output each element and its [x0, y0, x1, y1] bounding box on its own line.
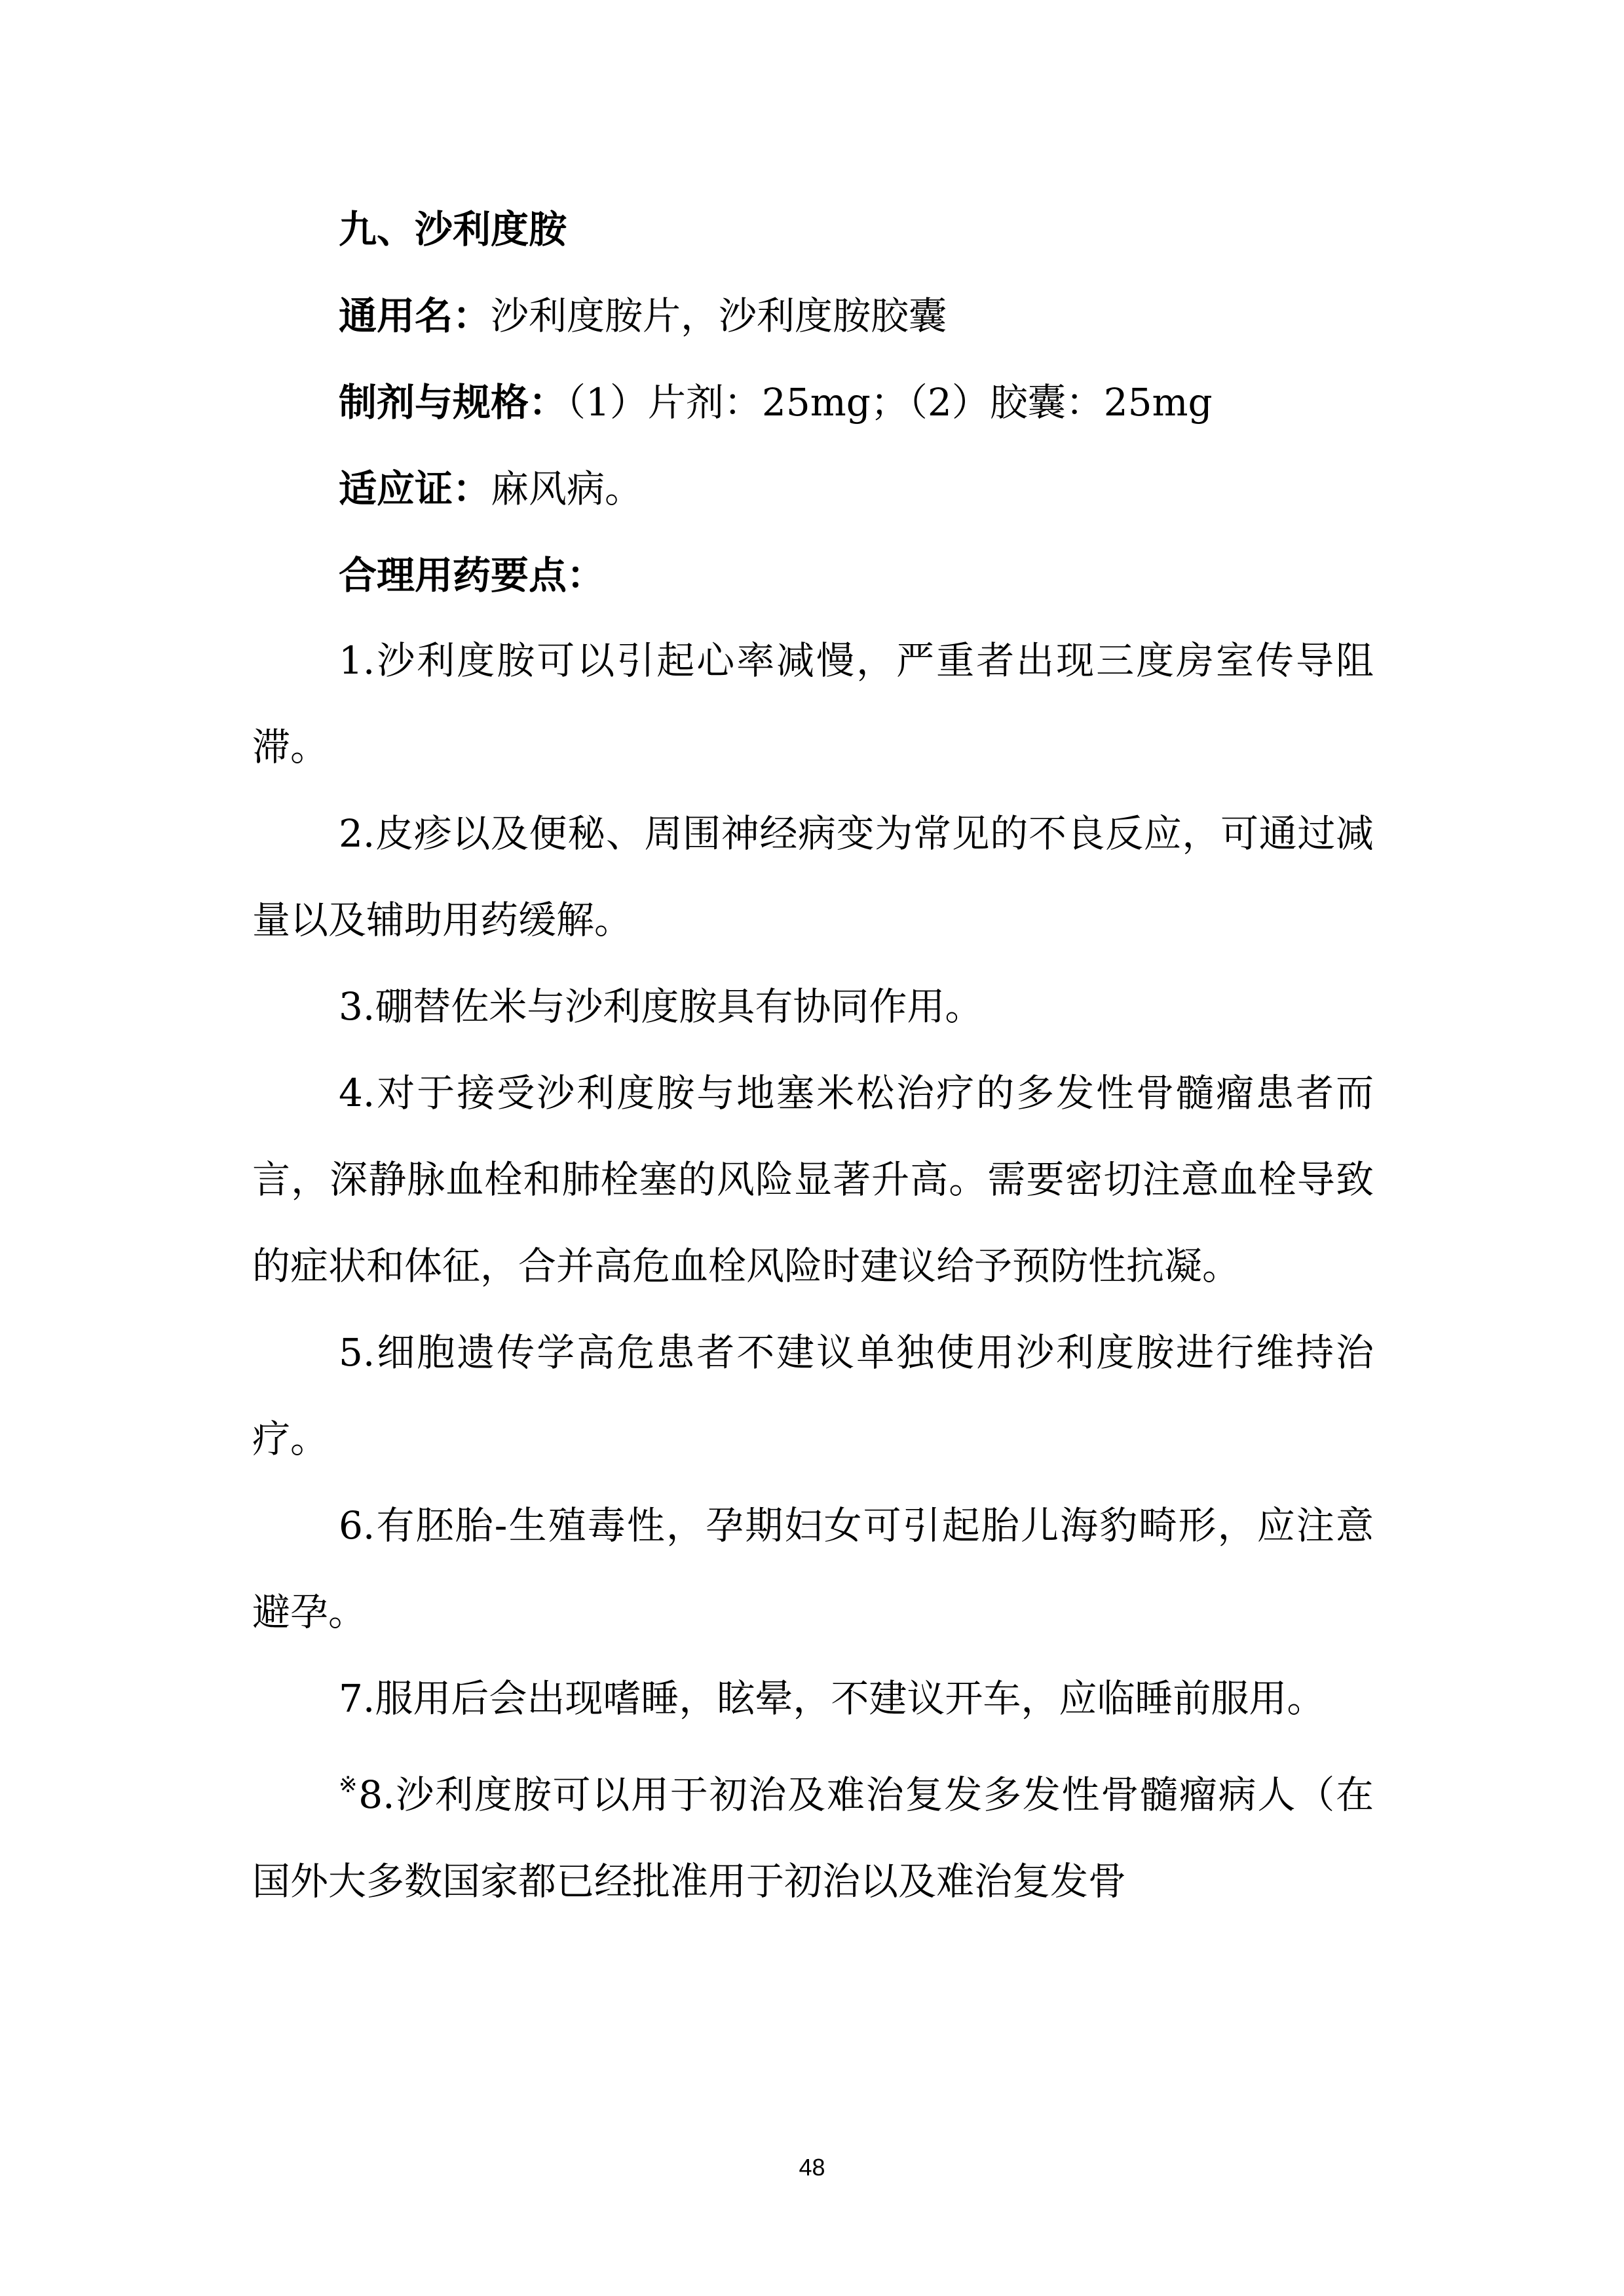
- reference-mark: ※: [339, 1772, 359, 1798]
- generic-name-row: [252, 295, 1374, 337]
- page-number: 48: [799, 2154, 825, 2181]
- generic-name-label: 通用名：: [339, 294, 491, 338]
- section-title: 九、沙利度胺: [339, 207, 567, 252]
- key-point-3: 3.硼替佐米与沙利度胺具有协同作用。: [339, 984, 983, 1029]
- generic-name-value: 沙利度胺片，沙利度胺胶囊: [491, 294, 947, 338]
- key-point-7: 7.服用后会出现嗜睡，眩晕，不建议开车，应临睡前服用。: [339, 1676, 1325, 1721]
- formulation-label: 制剂与规格：: [339, 380, 567, 425]
- formulation-value: （1）片剂：25mg；（2）胶囊：25mg: [567, 380, 1213, 425]
- key-points-list: [252, 617, 1374, 1924]
- key-point-2: 2.皮疹以及便秘、周围神经病变为常见的不良反应，可通过减量以及辅助用药缓解。: [252, 811, 1374, 942]
- indication-row: [252, 468, 1374, 510]
- key-point-8: [252, 1742, 1374, 1924]
- indication-label: 适应证：: [339, 467, 491, 511]
- key-point-1: 1.沙利度胺可以引起心率减慢，严重者出现三度房室传导阻滞。: [252, 638, 1374, 769]
- key-point-6: 6.有胚胎-生殖毒性，孕期妇女可引起胎儿海豹畸形，应注意避孕。: [252, 1503, 1374, 1634]
- indication-value: 麻风病。: [491, 467, 643, 511]
- formulation-row: [252, 381, 1374, 423]
- page-content: [252, 208, 1374, 1924]
- key-point-8-text: 8.沙利度胺可以用于初治及难治复发多发性骨髓瘤病人（在国外大多数国家都已经批准用于初治以及难治复发骨: [252, 1772, 1374, 1904]
- key-point-5: 5.细胞遗传学高危患者不建议单独使用沙利度胺进行维持治疗。: [252, 1330, 1374, 1461]
- key-point-4: 4.对于接受沙利度胺与地塞米松治疗的多发性骨髓瘤患者而言，深静脉血栓和肺栓塞的风险显著升高。需要密切注意血栓导致的症状和体征，合并高危血栓风险时建议给予预防性抗凝。: [252, 1071, 1374, 1288]
- key-points-label: 合理用药要点：: [339, 553, 605, 598]
